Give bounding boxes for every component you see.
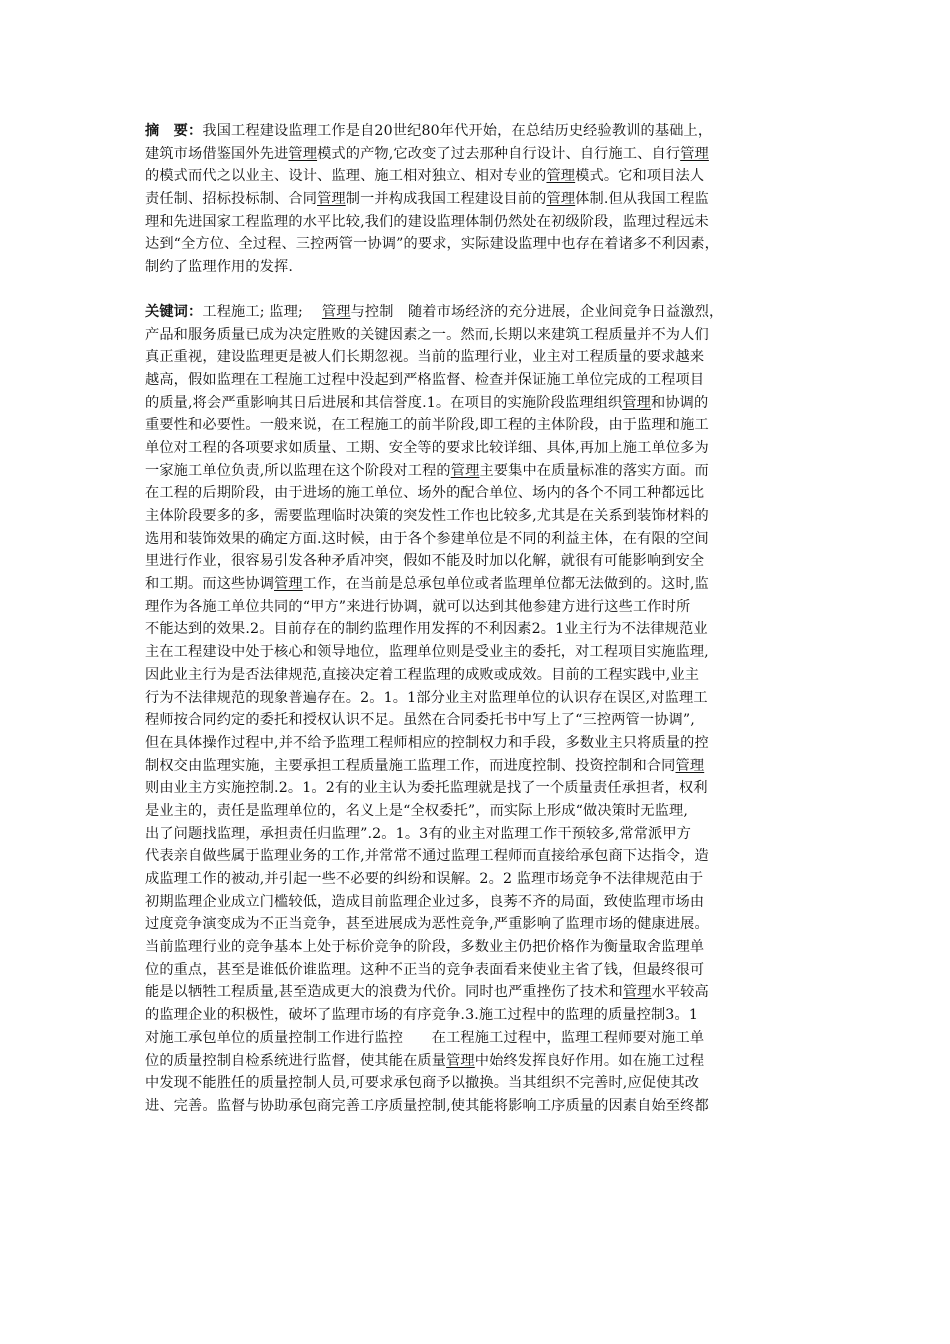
abstract-line	[145, 256, 815, 279]
text-segment: 产品和服务质量已成为决定胜败的关键因素之一。然而,长期以来建筑工程质量并不为人们	[145, 326, 709, 343]
body-line	[145, 777, 815, 800]
abstract-section	[145, 120, 815, 279]
text-segment: 达到“全方位、全过程、三控两管一协调”的要求，实际建设监理中也存在着诸多不利因素，	[145, 236, 719, 253]
underlined-term: 管理	[317, 191, 346, 208]
text-segment: 主在工程建设中处于核心和领导地位，监理单位则是受业主的委托，对工程项目实施监理,	[145, 644, 709, 661]
body-line	[145, 732, 815, 755]
body-line	[145, 913, 815, 936]
body-line	[145, 1095, 815, 1118]
underlined-term: 管理	[546, 191, 576, 208]
body-section	[145, 301, 815, 1118]
body-line	[145, 800, 815, 823]
underlined-term: 管理	[288, 145, 318, 162]
body-line	[145, 845, 815, 868]
text-segment: 理和先进国家工程监理的水平比较,我们的建设监理体制仍然处在初级阶段，监理过程远未	[145, 213, 709, 230]
text-segment: 的质量,将会严重影响其日后进展和其信誉度.1。在项目的实施阶段监理组织	[145, 394, 623, 411]
body-line	[145, 936, 815, 959]
text-segment: 主要集中在质量标准的落实方面。而	[479, 462, 709, 479]
underlined-term: 管理	[450, 462, 480, 479]
body-line	[145, 641, 815, 664]
underlined-term: 管理	[546, 168, 576, 185]
body-line	[145, 528, 815, 551]
text-segment: 的模式而代之以业主、设计、监理、施工相对独立、相对专业的	[145, 168, 547, 185]
text-segment: 模式的产物,它改变了过去那种自行设计、自行施工、自行	[317, 145, 681, 162]
body-line	[145, 664, 815, 687]
text-segment: 中始终发挥良好作用。如在施工过程	[474, 1052, 705, 1069]
text-segment: 能是以牺牲工程质量,甚至造成更大的浪费为代价。同时也严重挫伤了技术和	[145, 984, 623, 1001]
text-segment: 对施工承包单位的质量控制工作进行监控 在工程施工过程中，监理工程师要对施工单	[145, 1029, 705, 1046]
text-segment: 但在具体操作过程中,并不给予监理工程师相应的控制权力和手段，多数业主只将质量的控	[145, 734, 709, 751]
body-line	[145, 596, 815, 619]
abstract-line	[145, 165, 815, 188]
text-segment: 真正重视，建设监理更是被人们长期忽视。当前的监理行业，业主对工程质量的要求越来	[145, 349, 705, 366]
text-segment: 当前监理行业的竞争基本上处于标价竞争的阶段，多数业主仍把价格作为衡量取舍监理单	[145, 939, 705, 956]
underlined-term: 管理	[321, 303, 351, 320]
text-segment: 初期监理企业成立门槛较低，造成目前监理企业过多，良莠不齐的局面，致使监理市场由	[145, 893, 705, 910]
body-line	[145, 618, 815, 641]
text-segment: 单位对工程的各项要求如质量、工期、安全等的要求比较详细、具体,再加上施工单位多为	[145, 439, 709, 456]
abstract-line	[145, 233, 815, 256]
body-line	[145, 392, 815, 415]
text-segment: 一家施工单位负责,所以监理在这个阶段对工程的	[145, 462, 451, 479]
body-line	[145, 324, 815, 347]
text-segment: 行为不法律规范的现象普遍存在。2。1。1部分业主对监理单位的认识存在误区,对监理工	[145, 689, 708, 706]
body-line	[145, 823, 815, 846]
text-segment: 水平较高	[651, 984, 709, 1001]
body-line	[145, 437, 815, 460]
abstract-line	[145, 188, 815, 211]
text-segment: 理作为各施工单位共同的“甲方”来进行协调，就可以达到其他参建方进行这些工作时所	[145, 598, 691, 615]
text-segment: 建筑市场借鉴国外先进	[145, 145, 289, 162]
text-segment: 制一并构成我国工程建设目前的	[345, 191, 547, 208]
text-segment: 位的质量控制自检系统进行监督，使其能在质量	[145, 1052, 447, 1069]
text-segment: 选用和装饰效果的确定方面.这时候，由于各个参建单位是不同的利益主体，在有限的空间	[145, 530, 709, 547]
text-segment: 成监理工作的被动,并引起一些不必要的纠纷和误解。2。2 监理市场竞争不法律规范由于	[145, 871, 704, 887]
text-segment: 模式。它和项目法人	[575, 168, 705, 185]
body-line	[145, 1027, 815, 1050]
text-segment: 则由业主方实施控制.2。1。2有的业主认为委托监理就是找了一个质量责任承担者，权利	[145, 780, 708, 797]
body-line	[145, 460, 815, 483]
text-segment: 制约了监理作用的发挥.	[145, 259, 294, 276]
text-segment: 责任制、招标投标制、合同	[145, 191, 318, 208]
abstract-line	[145, 120, 815, 143]
body-line	[145, 959, 815, 982]
text-segment: 制权交由监理实施，主要承担工程质量施工监理工作，而进度控制、投资控制和合同	[145, 757, 676, 774]
text-segment: 出了问题找监理，承担责任归监理”.2。1。3有的业主对监理工作干预较多,常常派甲方	[145, 825, 692, 842]
underlined-term: 管理	[274, 576, 303, 593]
text-segment: 重要性和必要性。一般来说，在工程施工的前半阶段,即工程的主体阶段，由于监理和施工	[145, 417, 709, 434]
text-segment: 不能达到的效果.2。目前存在的制约监理作用发挥的不利因素2。1业主行为不法律规范业	[145, 621, 708, 638]
body-line	[145, 369, 815, 392]
text-segment: 位的重点，甚至是谁低价谁监理。这种不正当的竞争表面看来使业主省了钱，但最终很可	[145, 961, 705, 978]
text-segment: 越高，假如监理在工程施工过程中没起到严格监督、检查并保证施工单位完成的工程项目	[145, 371, 705, 388]
abstract-line	[145, 143, 815, 166]
document-page	[145, 120, 815, 1118]
text-segment: 主体阶段要多的多，需要监理临时决策的突发性工作也比较多,尤其是在关系到装饰材料的	[145, 508, 709, 524]
text-segment: 的监理企业的积极性，破坏了监理市场的有序竞争.3.施工过程中的监理的质量控制3。1	[145, 1007, 699, 1024]
body-line	[145, 891, 815, 914]
section-gap	[145, 279, 815, 301]
body-line	[145, 301, 815, 324]
abstract-line	[145, 211, 815, 234]
text-segment: 体制.但从我国工程监	[575, 191, 709, 208]
body-line	[145, 868, 815, 891]
text-segment: 中发现不能胜任的质量控制人员,可要求承包商予以撤换。当其组织不完善时,应促使其改	[145, 1075, 700, 1092]
text-segment: 在工程的后期阶段，由于进场的施工单位、场外的配合单位、场内的各个不同工种都远比	[145, 485, 705, 502]
body-line	[145, 1004, 815, 1027]
body-line	[145, 346, 815, 369]
text-segment: 和工期。而这些协调	[145, 576, 275, 593]
text-segment: 代表亲自做些属于监理业务的工作,并常常不通过监理工程师而直接给承包商下达指令，造	[145, 848, 709, 865]
body-line	[145, 687, 815, 710]
underlined-term: 管理	[680, 145, 709, 162]
body-line	[145, 550, 815, 573]
text-segment: 进、完善。监督与协助承包商完善工序质量控制,使其能将影响工序质量的因素自始至终都	[145, 1097, 709, 1114]
body-line	[145, 981, 815, 1004]
text-segment: 里进行作业，很容易引发各种矛盾冲突，假如不能及时加以化解，就很有可能影响到安全	[145, 553, 705, 570]
body-line	[145, 482, 815, 505]
text-segment: 工程施工; 监理;	[202, 303, 322, 320]
text-segment: 我国工程建设监理工作是自20世纪80年代开始，在总结历史经验教训的基础上，	[202, 123, 713, 139]
body-line	[145, 709, 815, 732]
text-segment: 工作，在当前是总承包单位或者监理单位都无法做到的。这时,监	[302, 576, 709, 593]
text-segment: 和协调的	[651, 394, 709, 411]
keywords-label: 关键词：	[145, 303, 203, 320]
body-line	[145, 1050, 815, 1073]
text-segment: 与控制 随着市场经济的充分进展，企业间竞争日益激烈，	[350, 303, 724, 320]
text-segment: 因此业主行为是否法律规范,直接决定着工程监理的成败或成效。目前的工程实践中,业主	[145, 666, 700, 683]
body-line	[145, 755, 815, 778]
underlined-term: 管理	[622, 984, 652, 1001]
text-segment: 过度竞争演变成为不正当竞争，甚至进展成为恶性竞争,严重影响了监理市场的健康进展。	[145, 916, 709, 933]
underlined-term: 管理	[622, 394, 651, 411]
underlined-term: 管理	[446, 1052, 475, 1069]
underlined-term: 管理	[675, 757, 705, 774]
body-line	[145, 505, 815, 528]
body-line	[145, 573, 815, 596]
text-segment: 程师按合同约定的委托和授权认识不足。虽然在合同委托书中写上了“三控两管一协调”,	[145, 712, 695, 729]
body-line	[145, 414, 815, 437]
abstract-label: 摘 要：	[145, 123, 203, 139]
body-line	[145, 1072, 815, 1095]
text-segment: 是业主的，责任是监理单位的，名义上是“全权委托”，而实际上形成“做决策时无监理,	[145, 802, 689, 819]
